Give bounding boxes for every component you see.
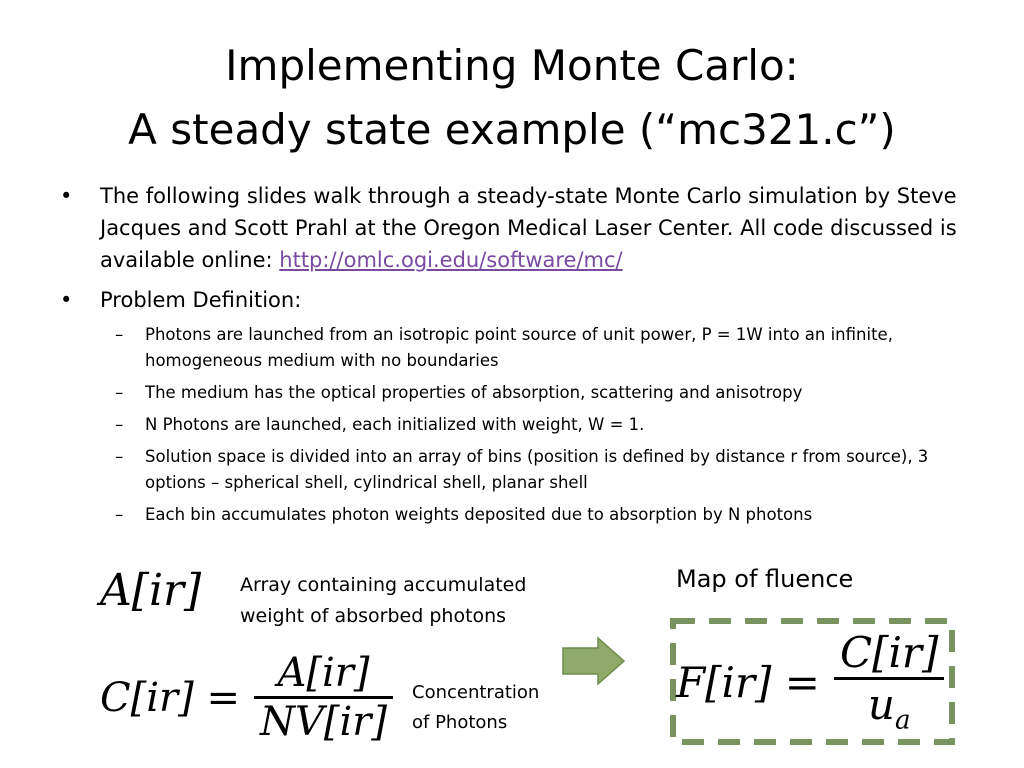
formula-f	[676, 622, 944, 742]
formula-c-desc-line-2: of Photons	[412, 712, 508, 733]
bullet-list	[60, 180, 990, 528]
bullet-symbol: •	[60, 184, 73, 208]
right-arrow-icon	[562, 636, 626, 686]
formula-c-numerator: A[ir]	[277, 650, 370, 696]
slide-title	[0, 34, 1024, 162]
formula-c-description	[412, 678, 539, 738]
formula-f-denominator	[862, 680, 917, 735]
formula-c	[100, 650, 393, 745]
bullet-text: The following slides walk through a steady-state Monte Carlo simulation by Steve Jacques and Scott Prahl at the Oregon Medical Laser Center. All code discussed is available online:	[100, 184, 957, 272]
formula-c-lhs: C[ir] =	[100, 674, 240, 721]
formula-f-lhs: F[ir] =	[676, 657, 820, 707]
sub-bullet-text: The medium has the optical properties of absorption, scattering and anisotropy	[145, 383, 803, 402]
bullet-symbol: •	[60, 288, 73, 312]
dash-symbol: –	[115, 415, 124, 434]
sub-bullet-text: Each bin accumulates photon weights deposited due to absorption by N photons	[145, 505, 813, 524]
title-line-1: Implementing Monte Carlo:	[225, 41, 799, 90]
formula-a-description	[240, 570, 560, 632]
sub-bullet-item	[60, 444, 990, 496]
sub-bullet-text: Solution space is divided into an array of bins (position is defined by distance r from source), 3 options – spherical shell, cylindrical shell, planar shell	[145, 447, 929, 492]
sub-bullet-item	[60, 502, 990, 528]
formula-f-den-base: u	[867, 680, 895, 730]
map-of-fluence-label: Map of fluence	[676, 565, 854, 593]
bullet-text: Problem Definition:	[100, 288, 302, 312]
omlc-link[interactable]: http://omlc.ogi.edu/software/mc/	[279, 248, 623, 272]
sub-bullet-text: N Photons are launched, each initialized with weight, W = 1.	[145, 415, 645, 434]
title-line-2: A steady state example (“mc321.c”)	[128, 105, 896, 154]
sub-bullet-item	[60, 380, 990, 406]
formula-c-denominator: NV[ir]	[259, 699, 387, 745]
formula-f-fraction	[834, 628, 944, 735]
formula-a-desc-line-1: Array containing accumulated	[240, 574, 527, 596]
formula-c-fraction	[254, 650, 393, 745]
formula-f-numerator: C[ir]	[839, 628, 939, 678]
dash-symbol: –	[115, 447, 124, 466]
sub-bullet-text: Photons are launched from an isotropic point source of unit power, P = 1W into an infinite, homogeneous medium with no boundaries	[145, 325, 893, 370]
sub-bullet-item	[60, 412, 990, 438]
dash-symbol: –	[115, 505, 124, 524]
dash-symbol: –	[115, 383, 124, 402]
formula-a: A[ir]	[100, 565, 202, 616]
bullet-item	[60, 180, 990, 276]
sub-bullet-item	[60, 322, 990, 374]
formula-f-den-subscript: a	[894, 705, 911, 736]
formula-a-desc-line-2: weight of absorbed photons	[240, 605, 507, 627]
formula-c-desc-line-1: Concentration	[412, 682, 540, 703]
bullet-item	[60, 284, 990, 316]
dash-symbol: –	[115, 325, 124, 344]
